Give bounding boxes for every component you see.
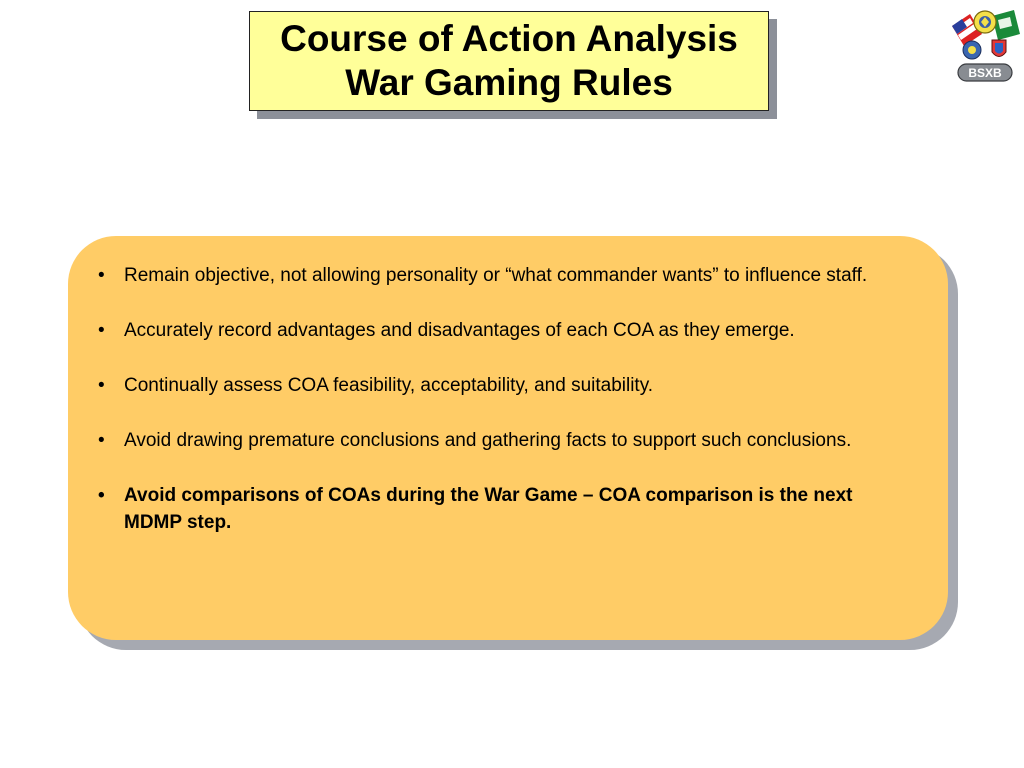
bullet-item — [98, 262, 908, 289]
bullet-list — [98, 262, 908, 564]
bullet-item — [98, 427, 908, 454]
bullet-text: Accurately record advantages and disadvantages of each COA as they emerge. — [124, 320, 795, 341]
title-box — [249, 11, 769, 111]
bullet-item — [98, 317, 908, 344]
flags-emblem-logo — [948, 4, 1022, 84]
bullet-marker: • — [98, 265, 105, 286]
logo-text: BSXB — [968, 66, 1002, 80]
title-line-1: Course of Action Analysis — [280, 18, 738, 59]
title-line-2: War Gaming Rules — [345, 62, 673, 103]
bullet-text: Avoid drawing premature conclusions and gathering facts to support such conclusions. — [124, 430, 852, 451]
bullet-marker: • — [98, 320, 105, 341]
bullet-item-emphasis — [98, 482, 908, 536]
emblem-icon — [974, 11, 996, 33]
bullet-item — [98, 372, 908, 399]
bullet-marker: • — [98, 430, 105, 451]
bullet-text: Remain objective, not allowing personality or “what commander wants” to influence staff. — [124, 265, 868, 286]
bullet-text: Avoid comparisons of COAs during the War Game – COA comparison is the next MDMP step. — [124, 485, 853, 533]
bullet-text: Continually assess COA feasibility, acceptability, and suitability. — [124, 375, 654, 396]
bullet-marker: • — [98, 375, 105, 396]
bullet-marker: • — [98, 485, 105, 506]
